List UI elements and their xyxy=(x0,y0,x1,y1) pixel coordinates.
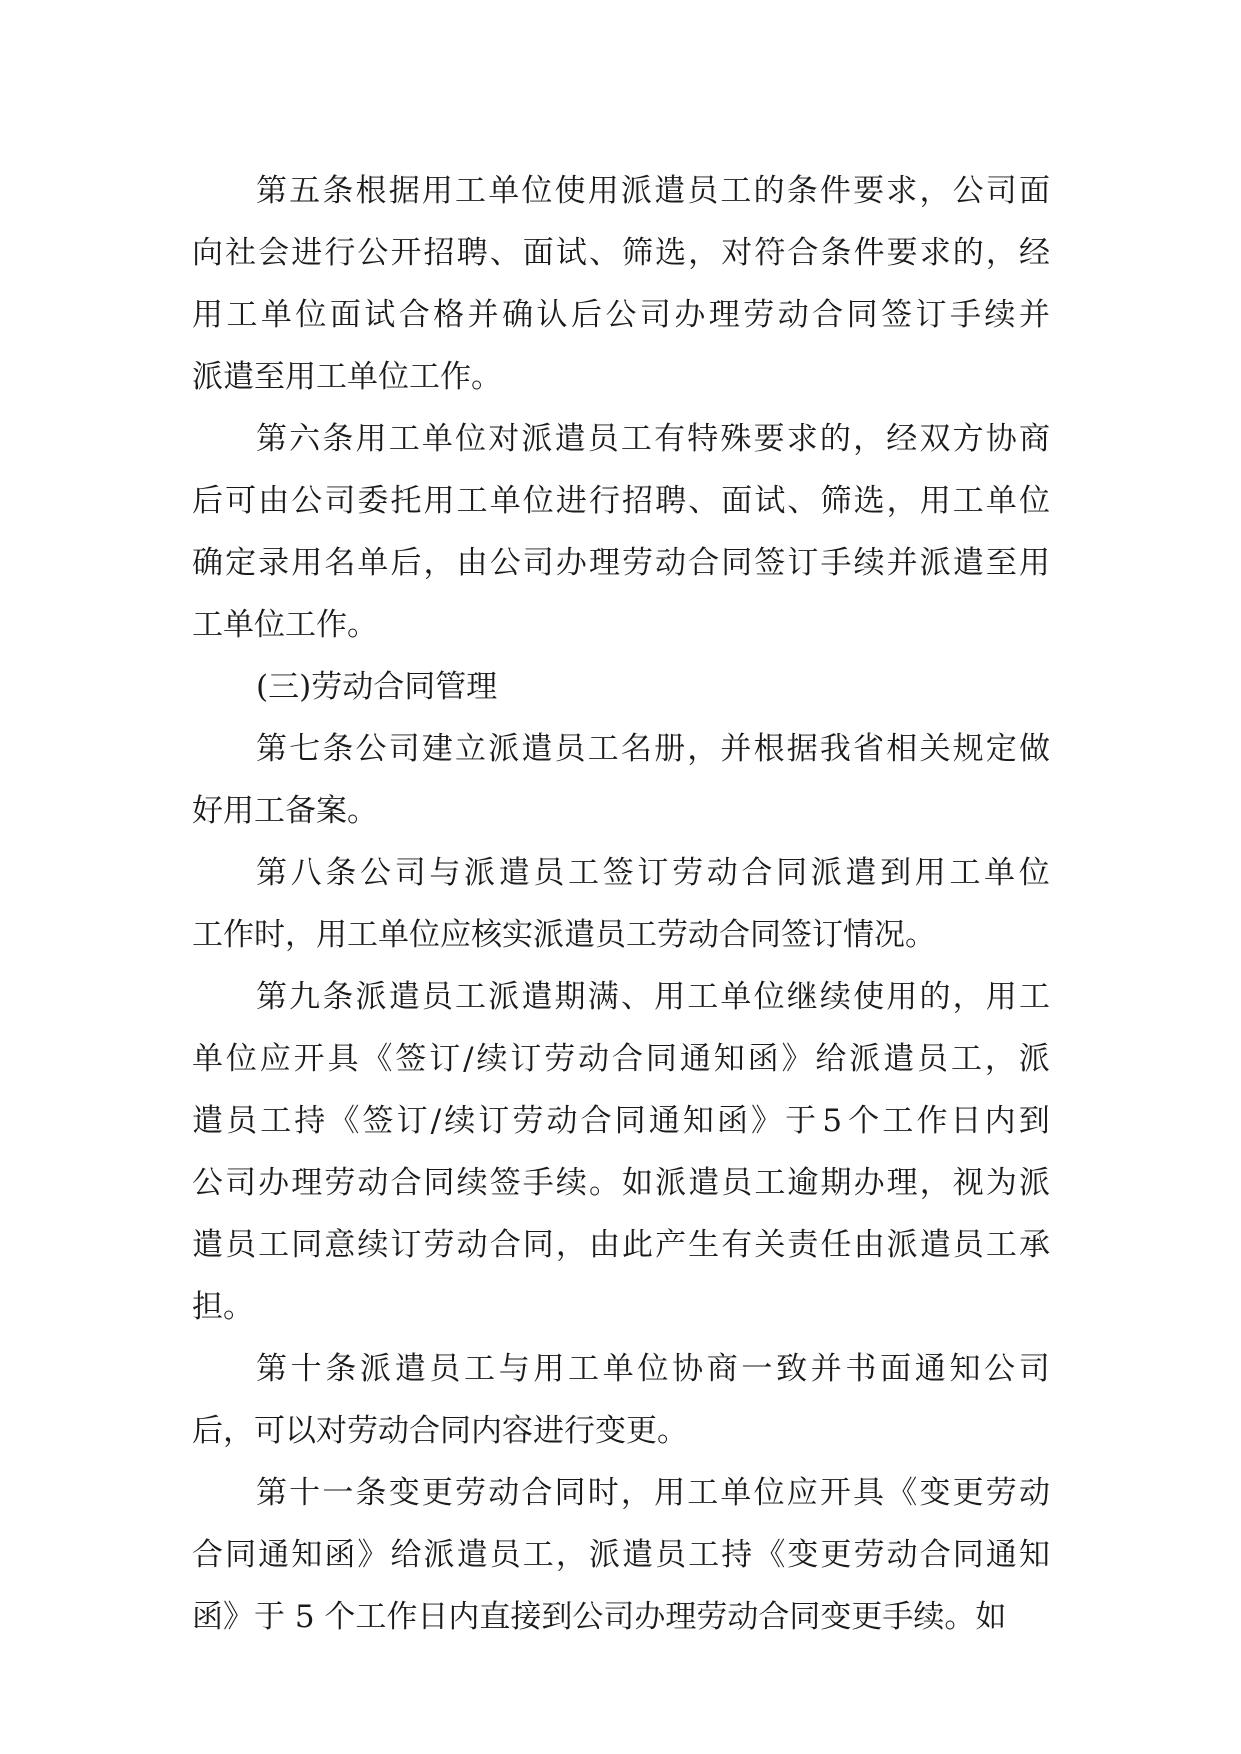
paragraph-line: 合 同 通 知 函 》 给 派 遣 员 工 ， 派 遣 员 工 持 《 变 更 劳 动 合 同 通 知 xyxy=(192,1537,1050,1573)
paragraph xyxy=(192,966,1050,1338)
paragraph-line: 后，可以对劳动合同内容进行变更。 xyxy=(192,1413,688,1449)
paragraph-line: 第 十 一 条 变 更 劳 动 合 同 时 ， 用 工 单 位 应 开 具 《 变 更 劳 动 xyxy=(256,1475,1050,1511)
paragraph xyxy=(192,656,1050,718)
paragraph-line: 后 可 由 公 司 委 托 用 工 单 位 进 行 招 聘 、 面 试 、 筛 选 ， 用 工 单 位 xyxy=(192,483,1050,519)
paragraph-line: 用 工 单 位 面 试 合 格 并 确 认 后 公 司 办 理 劳 动 合 同 签 订 手 续 并 xyxy=(192,297,1050,333)
paragraph-line: 第 八 条 公 司 与 派 遣 员 工 签 订 劳 动 合 同 派 遣 到 用 工 单 位 xyxy=(256,855,1050,891)
paragraph-line: 遣 员 工 同 意 续 订 劳 动 合 同 ， 由 此 产 生 有 关 责 任 由 派 遣 员 工 承 xyxy=(192,1227,1050,1263)
paragraph-line: 公 司 办 理 劳 动 合 同 续 签 手 续 。 如 派 遣 员 工 逾 期 办 理 ， 视 为 派 xyxy=(192,1165,1050,1201)
paragraph-line: 函》于 5 个工作日内直接到公司办理劳动合同变更手续。如 xyxy=(192,1599,1007,1635)
paragraph-line: 第 十 条 派 遣 员 工 与 用 工 单 位 协 商 一 致 并 书 面 通 知 公 司 xyxy=(256,1351,1050,1387)
paragraph-line: 工作时，用工单位应核实派遣员工劳动合同签订情况。 xyxy=(192,917,936,953)
paragraph-line: 第 五 条 根 据 用 工 单 位 使 用 派 遣 员 工 的 条 件 要 求 ， 公 司 面 xyxy=(256,173,1050,209)
paragraph xyxy=(192,718,1050,842)
document-body xyxy=(192,160,1050,1648)
paragraph xyxy=(192,160,1050,408)
paragraph xyxy=(192,1338,1050,1462)
paragraph-line: 确 定 录 用 名 单 后 ， 由 公 司 办 理 劳 动 合 同 签 订 手 续 并 派 遣 至 用 xyxy=(192,545,1050,581)
paragraph-line: 第 六 条 用 工 单 位 对 派 遣 员 工 有 特 殊 要 求 的 ， 经 双 方 协 商 xyxy=(256,421,1050,457)
paragraph-line: 第 九 条 派 遣 员 工 派 遣 期 满 、 用 工 单 位 继 续 使 用 的 ， 用 工 xyxy=(256,979,1050,1015)
paragraph-line: 单 位 应 开 具 《 签 订 / 续 订 劳 动 合 同 通 知 函 》 给 派 遣 员 工 ， 派 xyxy=(192,1041,1050,1077)
paragraph xyxy=(192,1462,1050,1648)
paragraph-line: 担。 xyxy=(192,1289,254,1325)
paragraph-line: 向 社 会 进 行 公 开 招 聘 、 面 试 、 筛 选 ， 对 符 合 条 件 要 求 的 ， 经 xyxy=(192,235,1050,271)
paragraph-line: 第 七 条 公 司 建 立 派 遣 员 工 名 册 ， 并 根 据 我 省 相 关 规 定 做 xyxy=(256,731,1050,767)
paragraph xyxy=(192,842,1050,966)
paragraph-line: 派遣至用工单位工作。 xyxy=(192,359,502,395)
paragraph-line: 好用工备案。 xyxy=(192,793,378,829)
paragraph-line: 工单位工作。 xyxy=(192,607,378,643)
paragraph-line: 遣 员 工 持 《 签 订 / 续 订 劳 动 合 同 通 知 函 》 于 5 个 工 作 日 内 到 xyxy=(192,1103,1050,1139)
paragraph xyxy=(192,408,1050,656)
paragraph-line: (三)劳动合同管理 xyxy=(256,669,498,705)
